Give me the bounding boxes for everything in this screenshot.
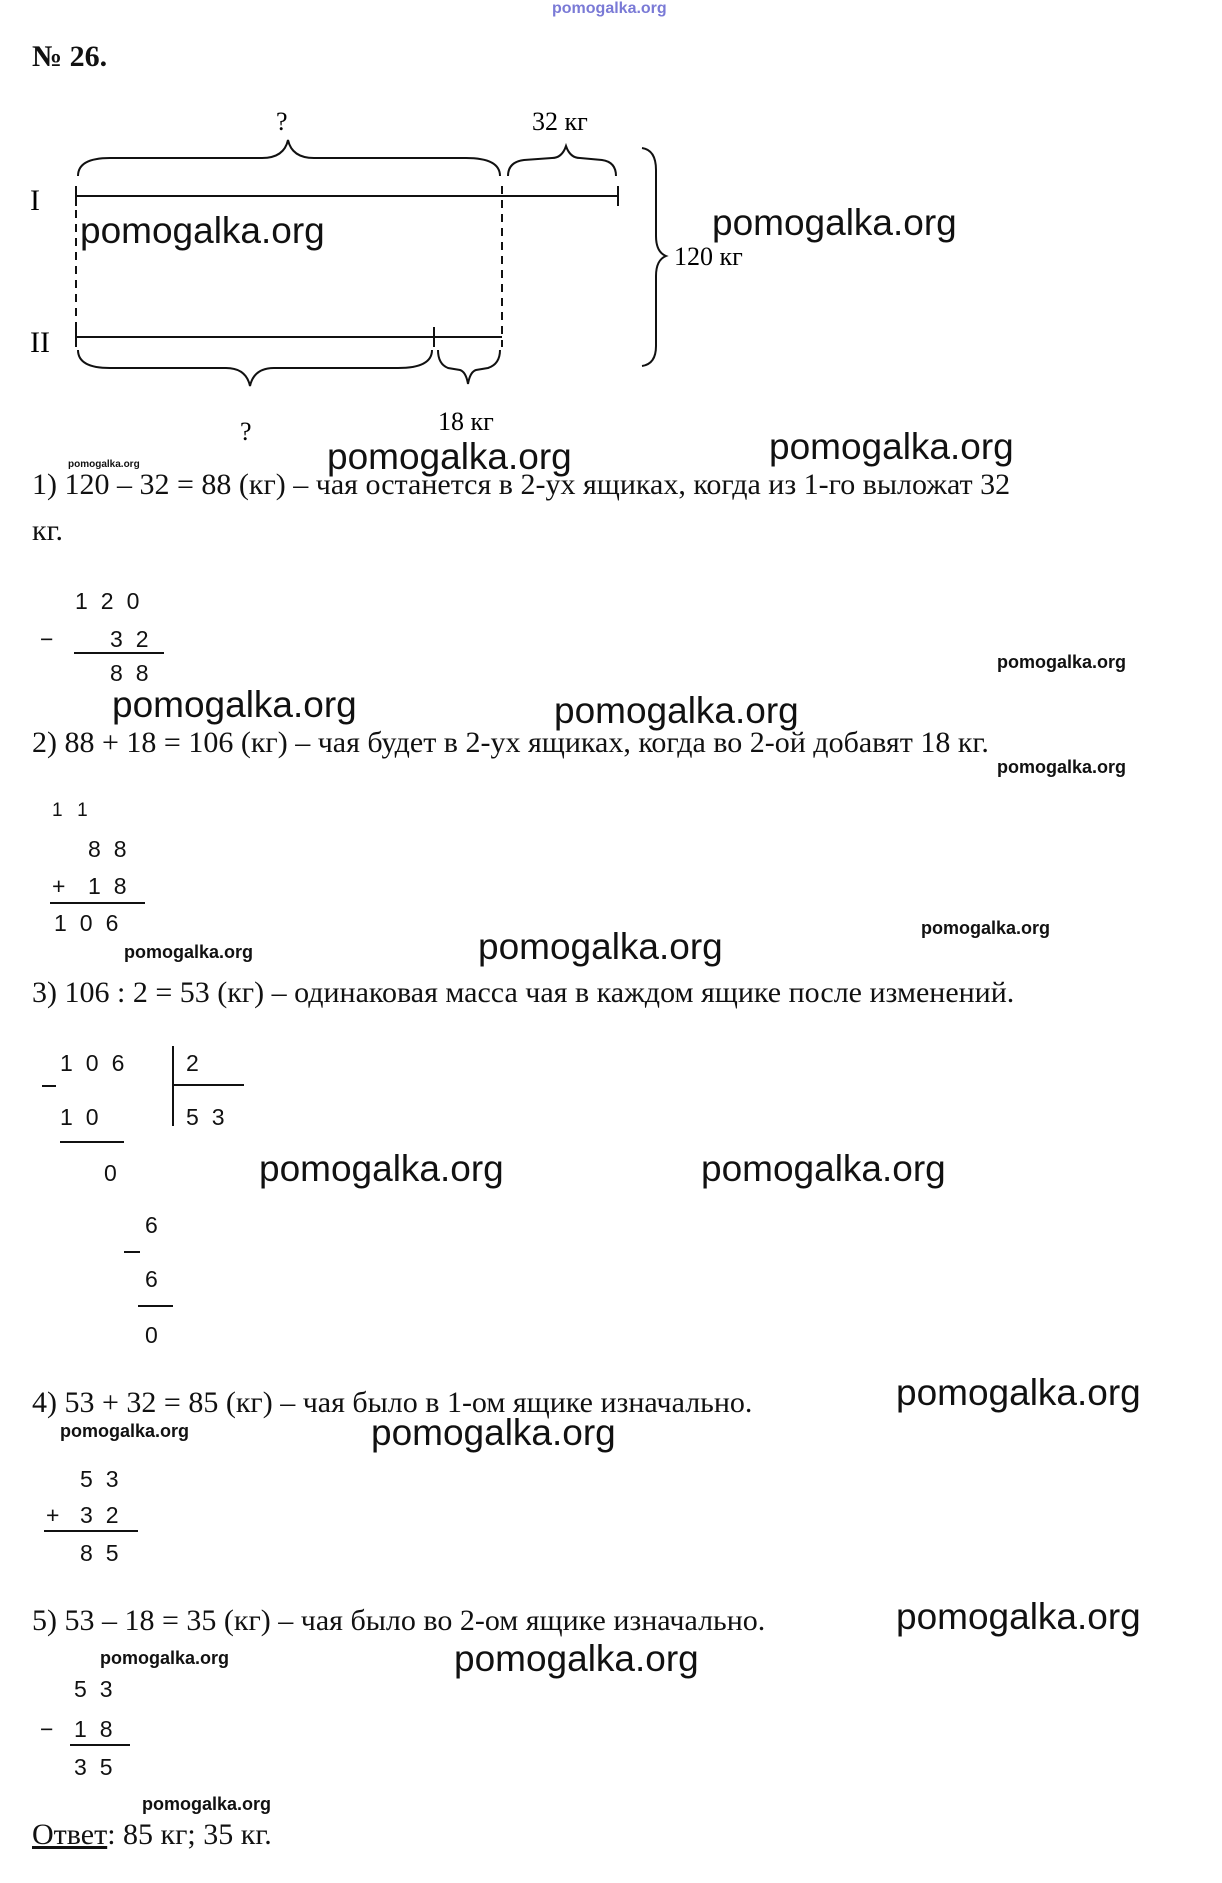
brace-bottom-question <box>78 350 432 386</box>
watermark: pomogalka.org <box>142 1794 272 1814</box>
step-1-line-1: 1) 120 – 32 = 88 (кг) – чая останется в 2-ух ящиках, когда из 1-го выложат 32 <box>32 468 1011 501</box>
brace-top-32 <box>508 146 616 176</box>
watermark: pomogalka.org <box>478 926 723 967</box>
answer-text: : 85 кг; 35 кг. <box>107 1818 272 1851</box>
label-120-kg: 120 кг <box>674 242 743 271</box>
row-label-1: I <box>30 184 40 217</box>
answer-label: Ответ <box>32 1818 108 1851</box>
answer <box>32 1818 272 1852</box>
brace-top-question <box>78 140 500 176</box>
watermark: pomogalka.org <box>124 942 254 962</box>
step-4: 4) 53 + 32 = 85 (кг) – чая было в 1-ом ящике изначально. <box>32 1386 753 1419</box>
watermark: pomogalka.org <box>112 684 357 725</box>
watermark: pomogalka.org <box>80 210 325 251</box>
watermark-top: pomogalka.org <box>552 0 667 17</box>
step-2: 2) 88 + 18 = 106 (кг) – чая будет в 2-ух ящиках, когда во 2-ой добавят 18 кг. <box>32 726 989 759</box>
watermark: pomogalka.org <box>554 690 799 731</box>
step-5: 5) 53 – 18 = 35 (кг) – чая было во 2-ом ящике изначально. <box>32 1604 766 1637</box>
watermark: pomogalka.org <box>327 436 572 477</box>
watermark: pomogalka.org <box>896 1372 1141 1413</box>
watermark: pomogalka.org <box>60 1421 190 1441</box>
problem-number: № 26. <box>32 40 108 73</box>
watermark: pomogalka.org <box>371 1412 616 1453</box>
brace-bottom-18 <box>438 350 500 384</box>
label-18-kg: 18 кг <box>438 407 494 436</box>
label-32-kg: 32 кг <box>532 107 588 136</box>
watermark: pomogalka.org <box>769 426 1014 467</box>
watermark: pomogalka.org <box>997 757 1127 777</box>
watermark: pomogalka.org <box>701 1148 946 1189</box>
watermark: pomogalka.org <box>259 1148 504 1189</box>
step-1-line-2: кг. <box>32 514 63 547</box>
step-3: 3) 106 : 2 = 53 (кг) – одинаковая масса чая в каждом ящике после изменений. <box>32 976 1015 1009</box>
watermark: pomogalka.org <box>921 918 1051 938</box>
watermark: pomogalka.org <box>997 652 1127 672</box>
brace-right-120 <box>642 148 666 366</box>
watermark: pomogalka.org <box>454 1638 699 1679</box>
watermark: pomogalka.org <box>712 202 957 243</box>
row-label-2: II <box>30 326 50 359</box>
watermark: pomogalka.org <box>896 1596 1141 1637</box>
question-bottom: ? <box>240 417 252 446</box>
watermark: pomogalka.org <box>68 459 140 470</box>
watermark: pomogalka.org <box>100 1648 230 1668</box>
question-top: ? <box>276 107 288 136</box>
